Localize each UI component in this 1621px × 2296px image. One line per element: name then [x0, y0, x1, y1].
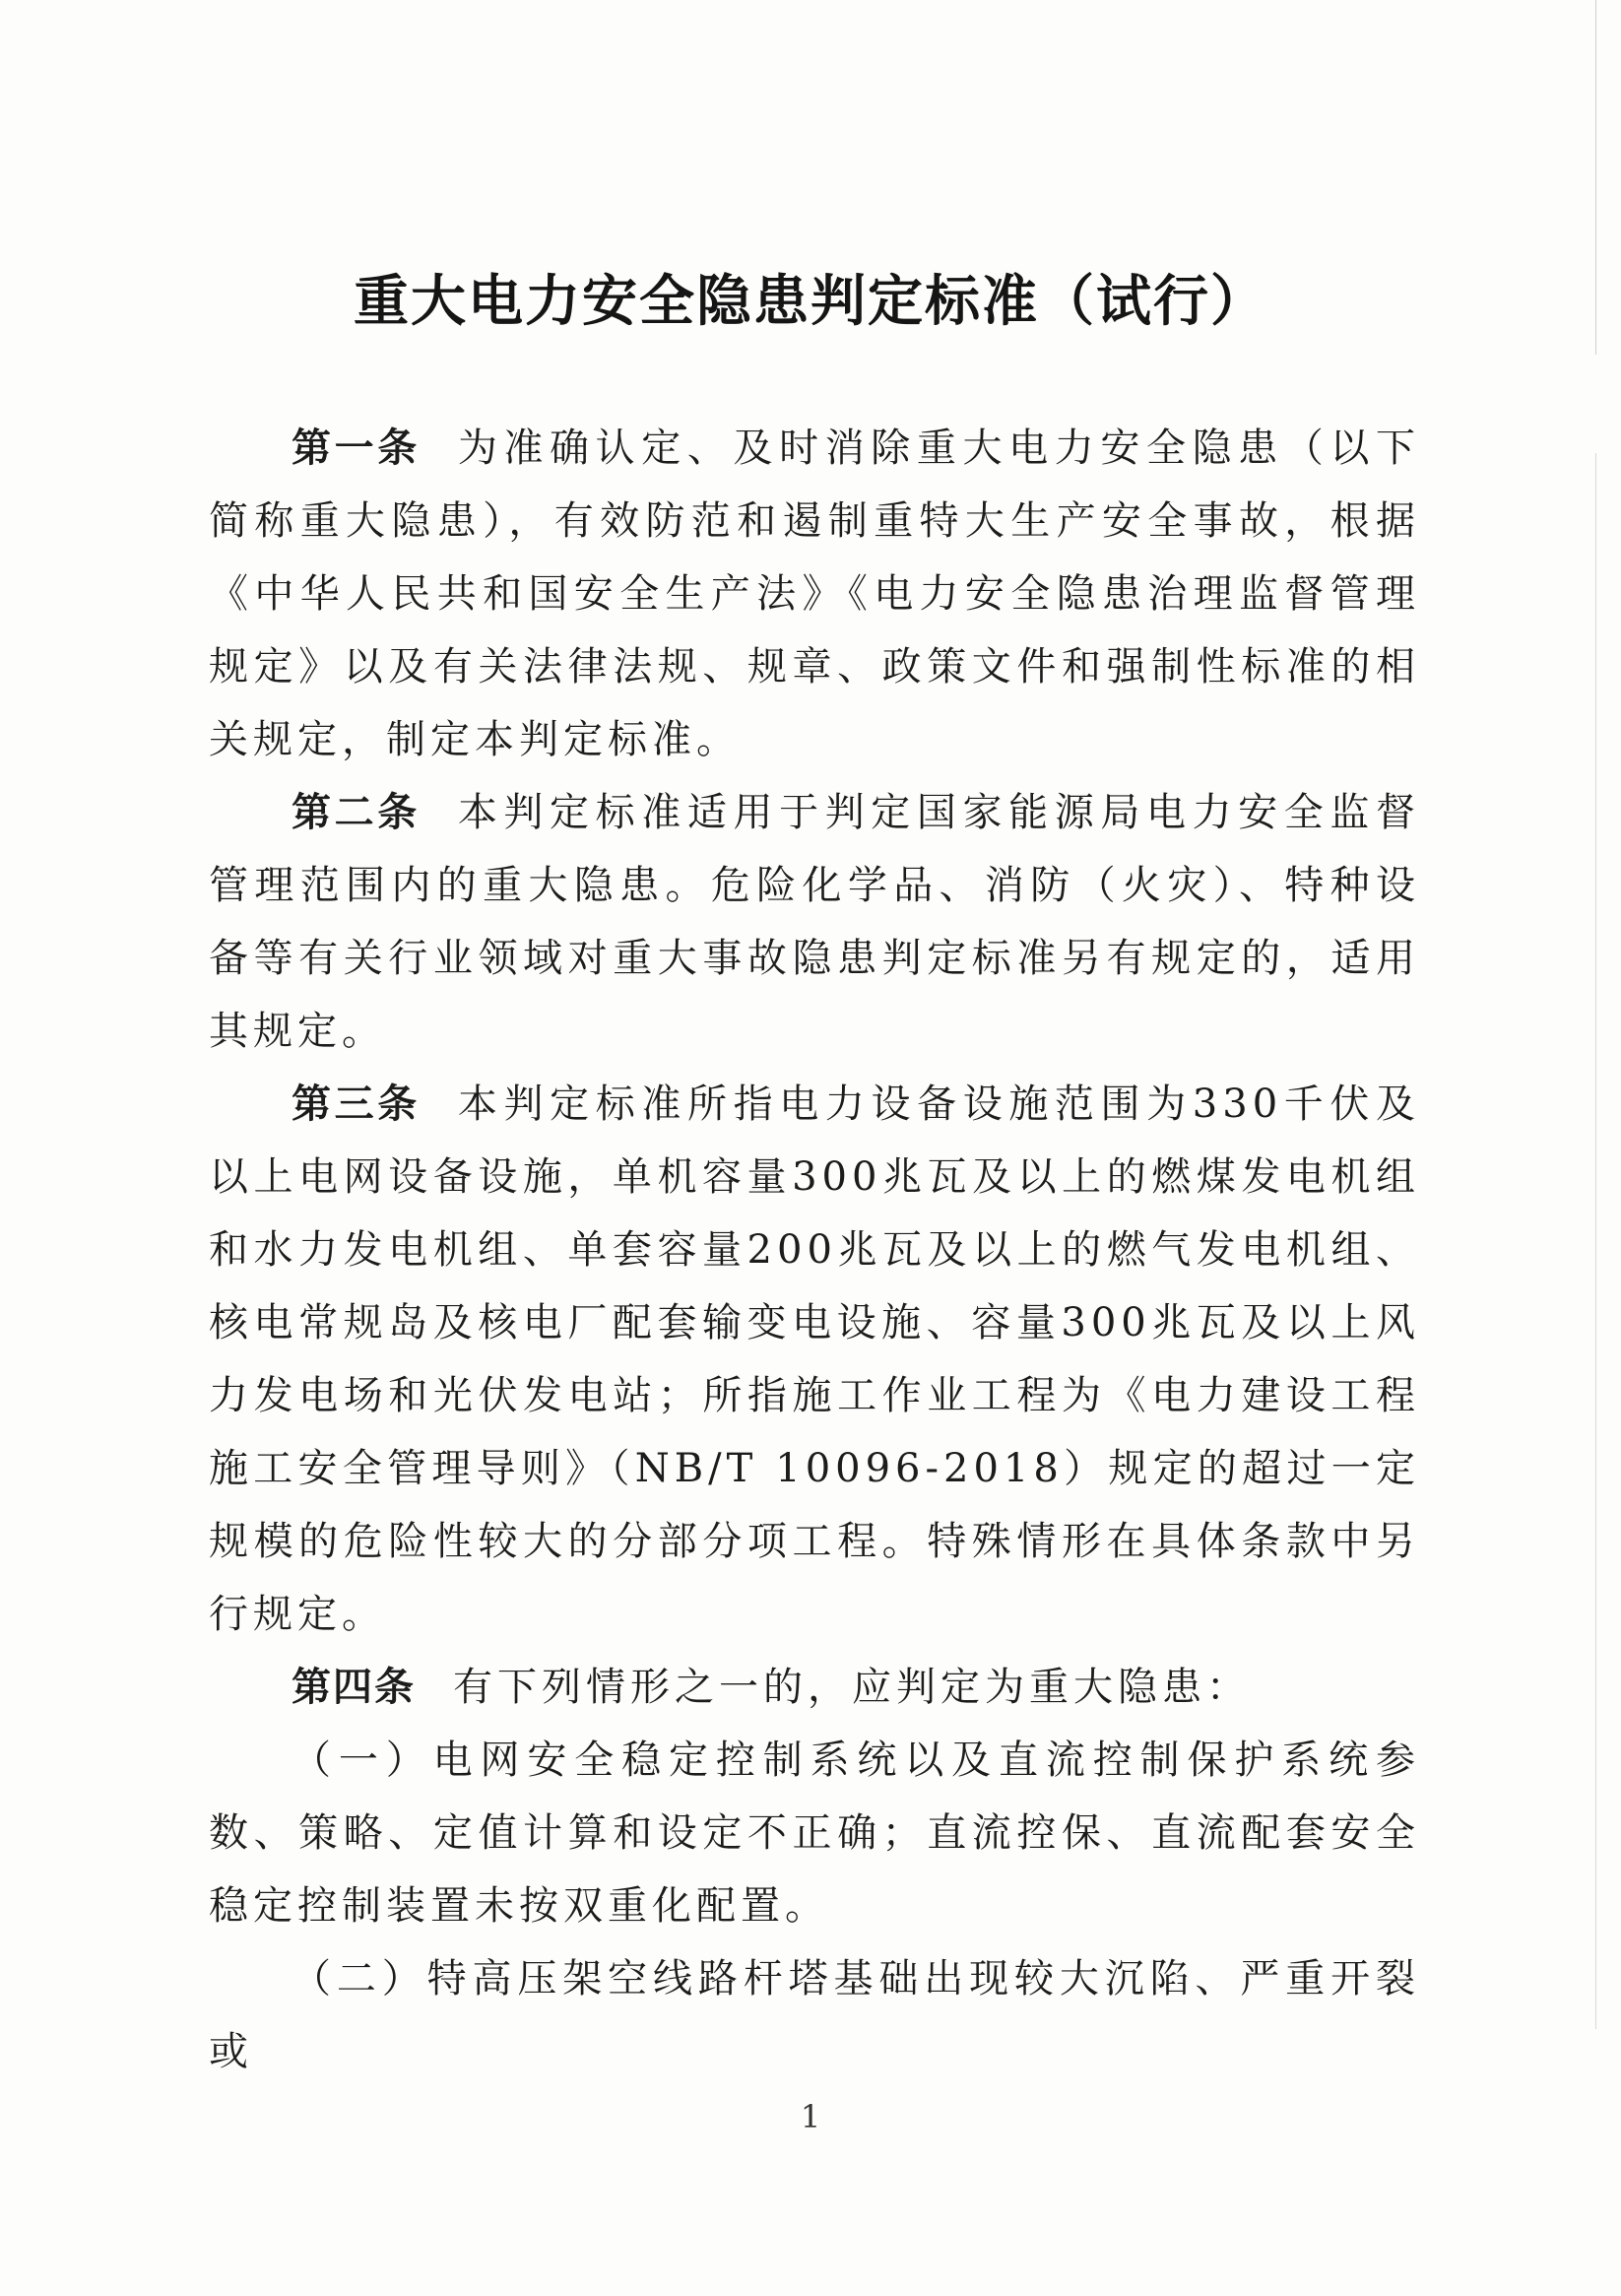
article-2 [209, 776, 1420, 1068]
article-text: 本判定标准适用于判定国家能源局电力安全监督管理范围内的重大隐患。危险化学品、消防（火灾）、特种设备等有关行业领域对重大事故隐患判定标准另有规定的，适用其规定。 [209, 790, 1421, 1054]
page-number: 1 [800, 2098, 821, 2135]
article-4 [209, 1651, 1420, 1724]
clause-text: （一）电网安全稳定控制系统以及直流控制保护系统参数、策略、定值计算和设定不正确；直流控保、直流配套安全稳定控制装置未按双重化配置。 [209, 1738, 1420, 1929]
clause-text: （二）特高压架空线路杆塔基础出现较大沉陷、严重开裂或 [209, 1956, 1420, 2074]
article-label: 第二条 [292, 790, 421, 835]
article-text: 有下列情形之一的，应判定为重大隐患： [453, 1665, 1251, 1710]
article-label: 第一条 [292, 426, 421, 471]
article-1 [209, 412, 1420, 776]
article-text: 为准确认定、及时消除重大电力安全隐患（以下简称重大隐患），有效防范和遏制重特大生产安全事故，根据《中华人民共和国安全生产法》《电力安全隐患治理监督管理规定》以及有关法律法规、规章、政策文件和强制性标准的相关规定，制定本判定标准。 [209, 426, 1421, 762]
article-text: 本判定标准所指电力设备设施范围为330千伏及以上电网设备设施，单机容量300兆瓦及以上的燃煤发电机组和水力发电机组、单套容量200兆瓦及以上的燃气发电机组、核电常规岛及核电厂配套输变电设施、容量300兆瓦及以上风力发电场和光伏发电站；所指施工作业工程为《电力建设工程施工安全管理导则》（NB/T 10096-2018）规定的超过一定规模的危险性较大的分部分项工程。特殊情形在具体条款中另行规定。 [209, 1082, 1421, 1637]
document-body [209, 412, 1420, 2088]
article-3 [209, 1068, 1420, 1651]
document-title: 重大电力安全隐患判定标准（试行） [354, 270, 1267, 334]
article-label: 第四条 [292, 1665, 416, 1710]
clause-1 [209, 1724, 1420, 1942]
clause-2 [209, 1942, 1420, 2088]
scan-edge-line [1595, 453, 1596, 2029]
article-label: 第三条 [292, 1082, 421, 1127]
